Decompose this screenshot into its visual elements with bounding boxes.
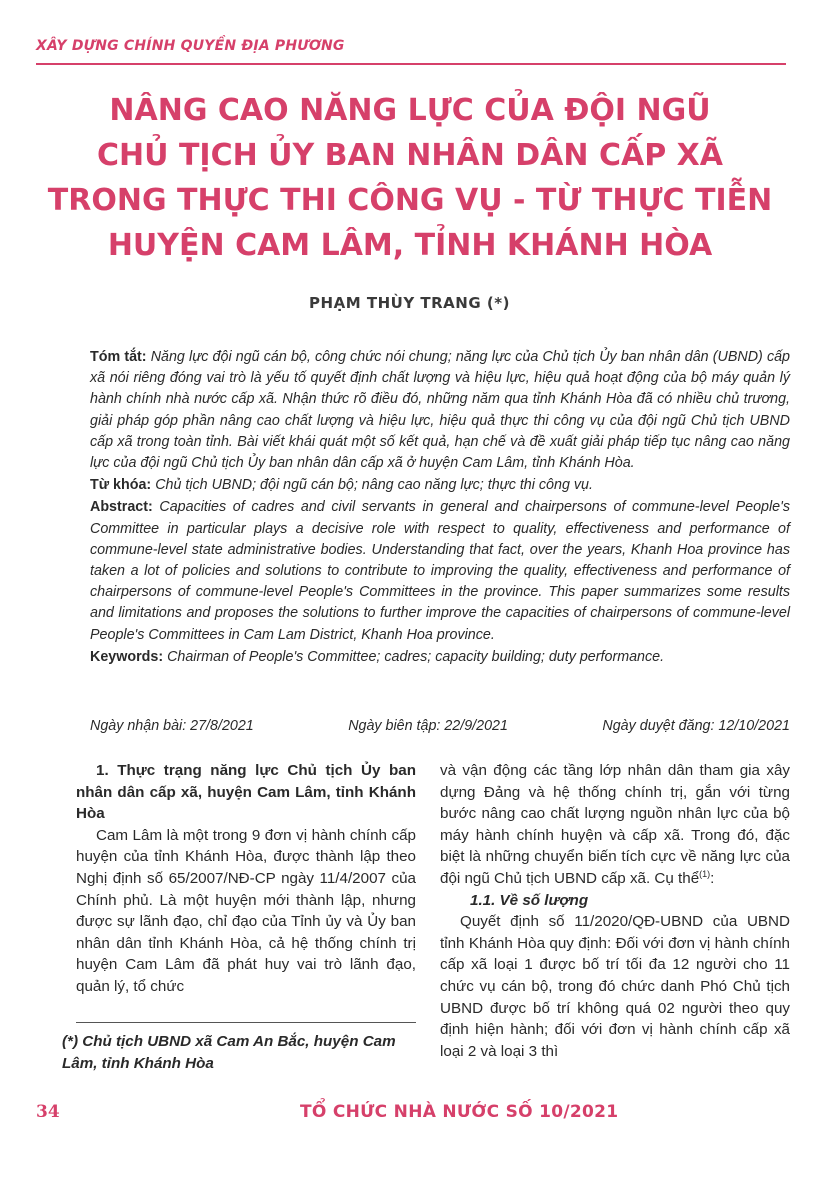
date-approved: Ngày duyệt đăng: 12/10/2021 [602, 718, 790, 734]
keywords-vi-label: Từ khóa: [90, 477, 152, 494]
colon: : [710, 869, 715, 887]
abstract-vi-label: Tóm tắt: [90, 349, 147, 365]
body-paragraph: Quyết định số 11/2020/QĐ-UBND của UBND tỉnh Khánh Hòa quy định: Đối với đơn vị hành chính cấp xã loại 1 được bố trí tối đa 12 người cho 11 chức vụ cán bộ, trong đó chức danh Phó Chủ tịch UBND được bố trí không quá 02 người theo quy định hiện hành; đối với đơn vị hành chính cấp xã loại 2 và loại 3 thì [440, 913, 790, 1060]
author-footnote: (*) Chủ tịch UBND xã Cam An Bắc, huyện Cam Lâm, tỉnh Khánh Hòa [62, 1033, 396, 1072]
keywords-en-label: Keywords: [90, 648, 164, 665]
date-edited: Ngày biên tập: 22/9/2021 [348, 718, 508, 734]
article-dates [90, 718, 790, 734]
footnote-rule [76, 1022, 416, 1023]
section-heading: 1. Thực trạng năng lực Chủ tịch Ủy ban nhân dân cấp xã, huyện Cam Lâm, tỉnh Khánh Hòa [76, 762, 416, 823]
abstract-block [90, 347, 790, 669]
subsection-heading: 1.1. Về số lượng [470, 891, 589, 909]
journal-name: TỔ CHỨC NHÀ NƯỚC SỐ 10/2021 [300, 1102, 619, 1122]
body-paragraph: Cam Lâm là một trong 9 đơn vị hành chính cấp huyện của tỉnh Khánh Hòa, được thành lập theo Nghị định số 65/2007/NĐ-CP ngày 11/4/2007 của Chính phủ. Là một huyện mới thành lập, nhưng được sự lãnh đạo, chỉ đạo của Tỉnh ủy và Ủy ban nhân dân tỉnh Khánh Hòa, cả hệ thống chính trị huyện Cam Lâm đã phát huy vai trò lãnh đạo, quản lý, tổ chức [76, 826, 416, 995]
abstract-vi [90, 347, 790, 474]
abstract-vi-text: Năng lực đội ngũ cán bộ, công chức nói chung; năng lực của Chủ tịch Ủy ban nhân dân (UBND) cấp xã nói riêng đóng vai trò là yếu tố quyết định chất lượng và hiệu lực, hiệu quả hoạt động của bộ máy quản lý hành chính nhà nước cấp xã. Nhận thức rõ điều đó, những năm qua tỉnh Khánh Hòa đã có nhiều chủ trương, giải pháp góp phần nâng cao chất lượng và hiệu lực, hiệu quả thực thi công vụ của đội ngũ Chủ tịch UBND cấp xã trong toàn tỉnh. Bài viết khái quát một số kết quả, hạn chế và đề xuất giải pháp tiếp tục nâng cao năng lực của đội ngũ Chủ tịch Ủy ban nhân dân cấp xã ở huyện Cam Lâm, tỉnh Khánh Hòa. [90, 349, 790, 472]
section-header: XÂY DỰNG CHÍNH QUYỀN ĐỊA PHƯƠNG [36, 38, 345, 54]
title-line: HUYỆN CAM LÂM, TỈNH KHÁNH HÒA [107, 228, 713, 263]
footnote-reference[interactable]: (1) [699, 868, 711, 879]
page-number: 34 [36, 1102, 60, 1122]
paragraph-text: và vận động các tầng lớp nhân dân tham gia xây dựng Đảng và hệ thống chính trị, gắn với từng bước nâng cao chất lượng nguồn nhân lực của bộ máy hành chính huyện và cấp xã. Trong đó, đặc biệt là những chuyển biến tích cực về năng lực của đội ngũ Chủ tịch UBND cấp xã. Cụ thể [440, 762, 790, 887]
article-title [40, 88, 780, 268]
body-paragraph [440, 760, 790, 890]
keywords-en-text: Chairman of People's Committee; cadres; capacity building; duty performance. [167, 648, 665, 665]
keywords-vi-text: Chủ tịch UBND; đội ngũ cán bộ; nâng cao năng lực; thực thi công vụ. [155, 477, 593, 494]
keywords-en [90, 647, 790, 668]
keywords-vi [90, 475, 790, 496]
title-line: TRONG THỰC THI CÔNG VỤ - TỪ THỰC TIỄN [47, 183, 773, 218]
date-received: Ngày nhận bài: 27/8/2021 [90, 718, 254, 734]
abstract-en [90, 497, 790, 645]
body-column-right [440, 760, 790, 1062]
header-rule [36, 63, 786, 65]
page-footer [0, 1098, 819, 1128]
author-name: PHẠM THÙY TRANG (*) [309, 294, 510, 312]
title-line: NÂNG CAO NĂNG LỰC CỦA ĐỘI NGŨ [109, 93, 711, 128]
body-column-left [76, 760, 416, 998]
abstract-en-label: Abstract: [90, 499, 153, 516]
abstract-en-text: Capacities of cadres and civil servants in general and chairpersons of commune-level People's Committee in particular plays a decisive role with respect to quality, effectiveness and performance of commune-level state administrative bodies. Understanding that fact, over the years, Khanh Hoa province has taken a lot of policies and solutions to contribute to improving the quality, effectiveness and performance of chairpersons of commune-level People's Committees in the province. This paper summarizes some results and limitations and proposes the solutions to further improve the capacities of chairpersons of commune-level People's Committees in Cam Lam District, Khanh Hoa province. [90, 499, 790, 643]
title-line: CHỦ TỊCH ỦY BAN NHÂN DÂN CẤP XÃ [97, 138, 723, 173]
